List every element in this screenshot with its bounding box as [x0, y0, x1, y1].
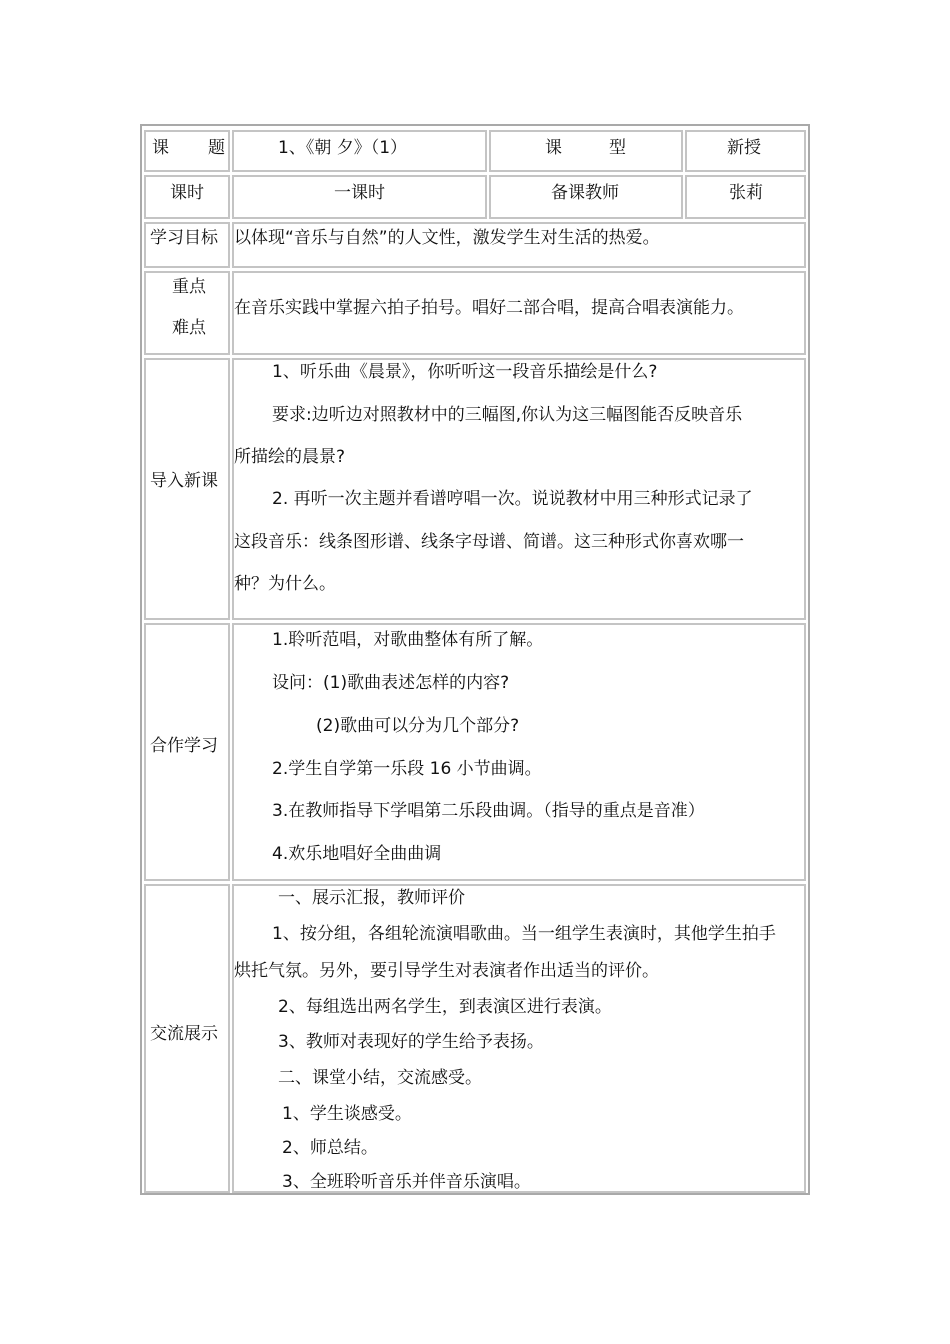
cooperate-line-6: 4.欢乐地唱好全曲曲调 [272, 844, 442, 864]
lesson-plan-table [140, 124, 810, 1195]
topic-label-cell [144, 130, 230, 172]
intro-label-cell [144, 358, 230, 620]
cooperate-text-cell [232, 623, 806, 881]
exchange-line-6: 二、课堂小结，交流感受。 [278, 1068, 482, 1088]
topic-label-1: 课 [152, 138, 169, 158]
intro-line-3: 所描绘的晨景? [234, 447, 346, 467]
type-label-cell [489, 130, 683, 172]
exchange-label-cell [144, 884, 230, 1193]
intro-line-6: 种？为什么。 [234, 574, 336, 594]
keypoints-label-cell [144, 271, 230, 355]
objective-text-cell [232, 222, 806, 268]
topic-value-cell [232, 130, 487, 172]
teacher-label: 备课教师 [551, 183, 619, 203]
cooperate-label: 合作学习 [150, 736, 218, 756]
exchange-text-cell [232, 884, 806, 1193]
intro-label: 导入新课 [150, 471, 218, 491]
keypoints-label-1: 重点 [172, 277, 206, 297]
period-label-cell [144, 175, 230, 219]
cooperate-line-3: (2)歌曲可以分为几个部分? [316, 716, 520, 736]
type-label-1: 课 [545, 138, 562, 158]
cooperate-line-4: 2.学生自学第一乐段 16 小节曲调。 [272, 759, 542, 779]
exchange-line-4: 2、每组选出两名学生，到表演区进行表演。 [278, 997, 612, 1017]
intro-text-cell [232, 358, 806, 620]
exchange-line-2: 1、按分组，各组轮流演唱歌曲。当一组学生表演时，其他学生拍手 [272, 924, 776, 944]
objective-label-cell [144, 222, 230, 268]
type-label-2: 型 [609, 138, 626, 158]
cooperate-line-5: 3.在教师指导下学唱第二乐段曲调。（指导的重点是音准） [272, 801, 705, 821]
type-value-cell [685, 130, 806, 172]
period-value-cell [232, 175, 487, 219]
topic-label-2: 题 [208, 138, 225, 158]
keypoints-label-2: 难点 [172, 318, 206, 338]
topic-value: 1、《朝 夕》（1） [278, 138, 408, 158]
cooperate-label-cell [144, 623, 230, 881]
intro-line-5: 这段音乐：线条图形谱、线条字母谱、简谱。这三种形式你喜欢哪一 [234, 532, 744, 552]
exchange-line-3: 烘托气氛。另外，要引导学生对表演者作出适当的评价。 [234, 961, 659, 981]
intro-line-4: 2. 再听一次主题并看谱哼唱一次。说说教材中用三种形式记录了 [272, 489, 753, 509]
teacher-value-cell [685, 175, 806, 219]
exchange-line-7: 1、学生谈感受。 [282, 1104, 412, 1124]
teacher-label-cell [489, 175, 683, 219]
exchange-line-5: 3、教师对表现好的学生给予表扬。 [278, 1032, 544, 1052]
exchange-line-9: 3、全班聆听音乐并伴音乐演唱。 [282, 1172, 531, 1192]
period-label: 课时 [170, 183, 204, 203]
intro-line-2: 要求:边听边对照教材中的三幅图,你认为这三幅图能否反映音乐 [272, 405, 743, 425]
teacher-value: 张莉 [729, 183, 763, 203]
period-value: 一课时 [334, 183, 385, 203]
exchange-label: 交流展示 [150, 1024, 218, 1044]
objective-label: 学习目标 [150, 228, 218, 248]
exchange-line-1: 一、展示汇报，教师评价 [278, 888, 465, 908]
keypoints-text: 在音乐实践中掌握六拍子拍号。唱好二部合唱，提高合唱表演能力。 [234, 298, 744, 318]
exchange-line-8: 2、师总结。 [282, 1138, 378, 1158]
cooperate-line-2: 设问：(1)歌曲表述怎样的内容? [272, 673, 510, 693]
keypoints-text-cell [232, 271, 806, 355]
intro-line-1: 1、听乐曲《晨景》，你听听这一段音乐描绘是什么? [272, 362, 658, 382]
objective-text: 以体现“音乐与自然”的人文性，激发学生对生活的热爱。 [234, 228, 660, 248]
type-value: 新授 [727, 138, 761, 158]
cooperate-line-1: 1.聆听范唱，对歌曲整体有所了解。 [272, 630, 544, 650]
